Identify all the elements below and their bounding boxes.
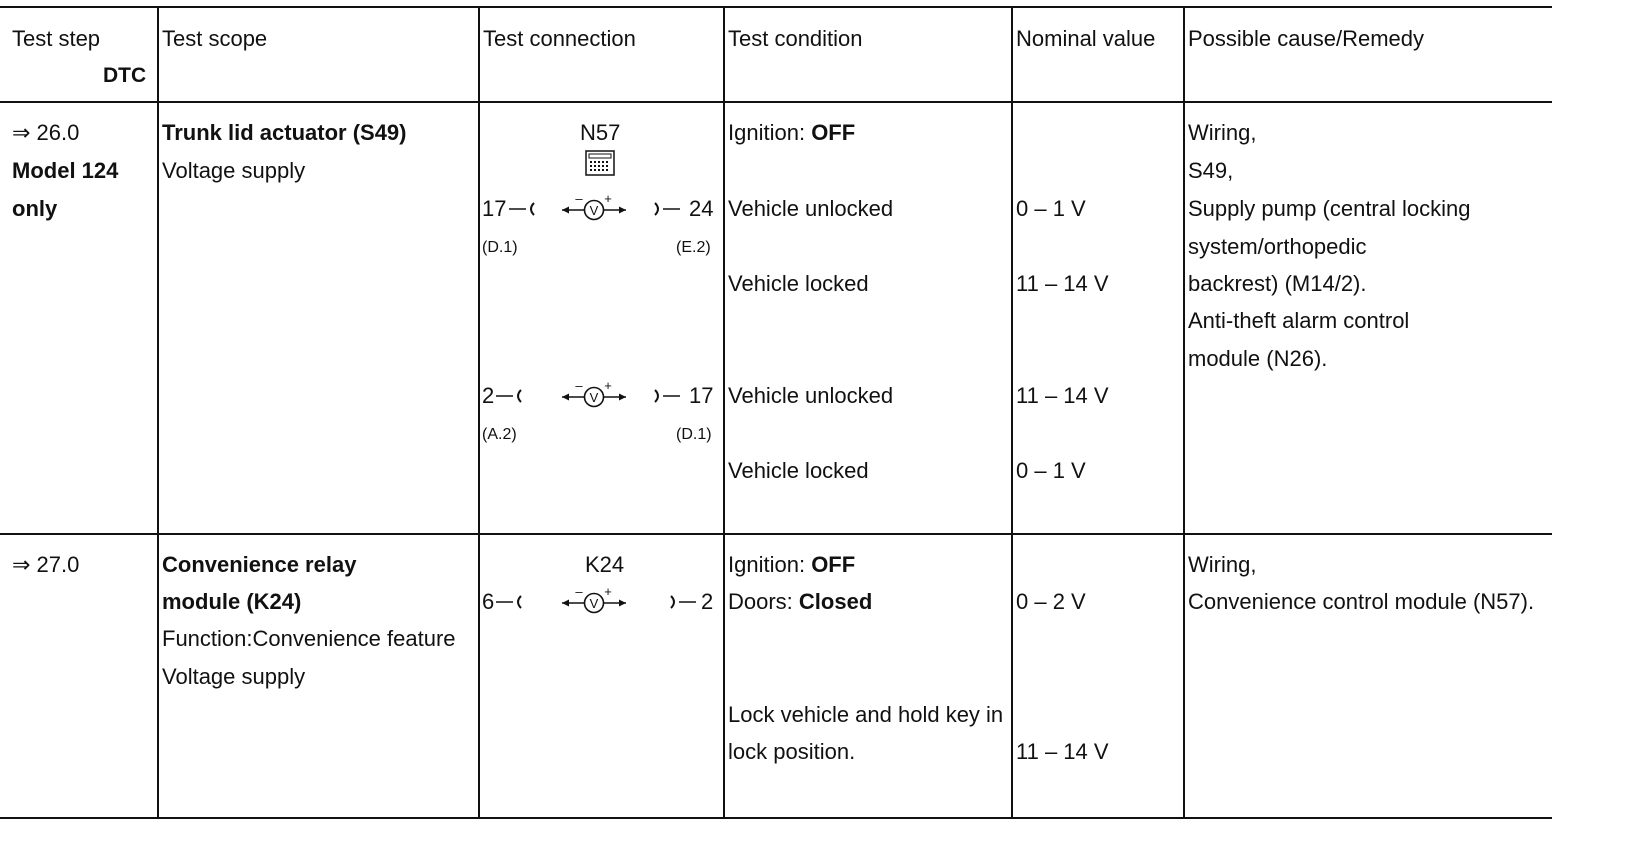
row1-val-1: 0 – 1 V (1016, 196, 1086, 221)
row2-component: K24 (585, 552, 625, 577)
row1-cond-ignition-value: OFF (811, 120, 856, 145)
header-test-scope: Test scope (162, 26, 268, 51)
row2-val-1: 0 – 2 V (1016, 589, 1086, 614)
row1-cause-7: module (N26). (1188, 346, 1328, 371)
row2-cond-lock-2: lock position. (728, 739, 856, 764)
row1-bottom-rule (0, 533, 1552, 535)
row1-cond-4: Vehicle locked (728, 458, 869, 483)
row1-conn2-right-ref: (D.1) (676, 426, 712, 443)
row2-cond-doors (728, 591, 872, 613)
row1-cause-1: Wiring, (1188, 120, 1257, 145)
row2-cond-ignition-value: OFF (811, 552, 856, 577)
row1-conn2-right-pin: 17 (689, 383, 714, 408)
row2-step: ⇒ 27.0 (12, 552, 80, 577)
col-divider-4 (1011, 6, 1013, 819)
row2-scope-sub-2: Voltage supply (162, 664, 306, 689)
row2-conn1-right-plug-icon (668, 592, 696, 612)
row2-conn1-right-pin: 2 (701, 589, 714, 614)
row2-val-2: 11 – 14 V (1016, 739, 1109, 764)
row1-step: ⇒ 26.0 (12, 120, 80, 145)
row2-cond-doors-label: Doors: (728, 589, 793, 614)
row2-conn1-left-pin: 6 (482, 589, 495, 614)
row2-cond-lock-1: Lock vehicle and hold key in (728, 702, 1004, 727)
col-divider-5 (1183, 6, 1185, 819)
row1-cause-4: system/orthopedic (1188, 234, 1367, 259)
row1-cond-ignition-label: Ignition: (728, 120, 806, 145)
header-dtc: DTC (103, 64, 147, 87)
row2-cause-2: Convenience control module (N57). (1188, 589, 1535, 614)
row2-scope-title-2: module (K24) (162, 589, 302, 614)
col-divider-1 (157, 6, 159, 819)
row2-cause-1: Wiring, (1188, 552, 1257, 577)
header-bottom-rule (0, 101, 1552, 103)
svg-text:+: + (604, 192, 612, 206)
row1-step-note-1: Model 124 (12, 158, 119, 183)
row1-conn2-left-pin: 2 (482, 383, 495, 408)
svg-text:–: – (575, 192, 583, 206)
svg-text:–: – (575, 585, 583, 599)
row1-conn2-left-ref: (A.2) (482, 426, 517, 443)
table-top-rule (0, 6, 1552, 8)
svg-text:V: V (589, 596, 599, 611)
row2-scope-sub-1: Function:Convenience feature (162, 626, 456, 651)
row1-conn1-left-pin: 17 (482, 196, 507, 221)
row1-conn2-left-plug-icon (496, 386, 524, 406)
row1-val-4: 0 – 1 V (1016, 458, 1086, 483)
header-possible-cause: Possible cause/Remedy (1188, 26, 1425, 51)
row2-conn1-left-plug-icon (496, 592, 524, 612)
header-test-connection: Test connection (483, 26, 636, 51)
row1-conn1-right-ref: (E.2) (676, 239, 711, 256)
row1-cond-3: Vehicle unlocked (728, 383, 894, 408)
header-test-condition: Test condition (728, 26, 863, 51)
row1-conn2-right-plug-icon (652, 386, 680, 406)
col-divider-2 (478, 6, 480, 819)
row1-cause-6: Anti-theft alarm control (1188, 308, 1410, 333)
svg-text:+: + (604, 379, 612, 393)
row1-val-2: 11 – 14 V (1016, 271, 1109, 296)
svg-text:V: V (589, 390, 599, 405)
row1-scope-title: Trunk lid actuator (S49) (162, 120, 407, 145)
row1-scope-sub: Voltage supply (162, 158, 306, 183)
table-bottom-rule (0, 817, 1552, 819)
row1-val-3: 11 – 14 V (1016, 383, 1109, 408)
col-divider-3 (723, 6, 725, 819)
row1-conn2-voltmeter-icon (560, 379, 640, 411)
row1-cause-5: backrest) (M14/2). (1188, 271, 1367, 296)
row1-cause-2: S49, (1188, 158, 1234, 183)
row1-conn1-left-ref: (D.1) (482, 239, 518, 256)
row1-conn1-left-plug-icon (509, 199, 537, 219)
row2-cond-doors-value: Closed (798, 589, 873, 614)
control-module-icon (585, 150, 615, 176)
row1-conn1-voltmeter-icon (560, 192, 640, 224)
row2-cond-ignition (728, 554, 855, 576)
row1-cond-ignition (728, 122, 855, 144)
row1-component: N57 (580, 120, 621, 145)
row1-cond-1: Vehicle unlocked (728, 196, 894, 221)
row1-cond-2: Vehicle locked (728, 271, 869, 296)
row1-step-note-2: only (12, 196, 58, 221)
row1-conn1-right-plug-icon (652, 199, 680, 219)
row1-cause-3: Supply pump (central locking (1188, 196, 1471, 221)
header-nominal-value: Nominal value (1016, 26, 1156, 51)
row1-conn1-right-pin: 24 (689, 196, 714, 221)
row2-cond-ignition-label: Ignition: (728, 552, 806, 577)
row2-conn1-voltmeter-icon (560, 585, 640, 617)
header-test-step: Test step (12, 26, 101, 51)
svg-text:–: – (575, 379, 583, 393)
svg-text:+: + (604, 585, 612, 599)
row2-scope-title-1: Convenience relay (162, 552, 357, 577)
svg-text:V: V (589, 203, 599, 218)
